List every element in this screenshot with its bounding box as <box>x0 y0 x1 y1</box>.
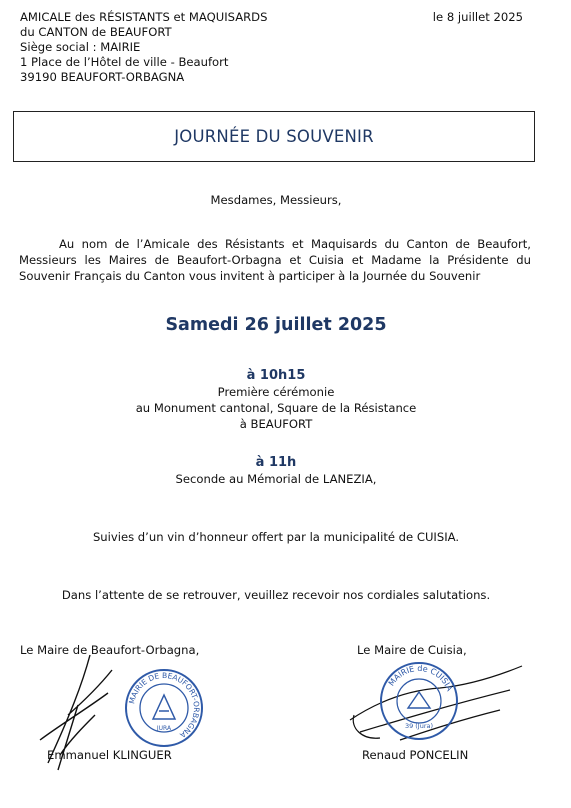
right-signatory-title: Le Maire de Cuisia, <box>357 643 467 657</box>
left-signatory-name: Emmanuel KLINGUER <box>47 748 172 762</box>
salutation: Mesdames, Messieurs, <box>210 193 342 207</box>
stamp-left-sub: JURA <box>156 725 172 732</box>
first-ceremony <box>0 368 552 432</box>
sender-line: du CANTON de BEAUFORT <box>20 25 172 39</box>
sender-line: 39190 BEAUFORT-ORBAGNA <box>20 70 185 84</box>
right-signatory-name: Renaud PONCELIN <box>362 748 469 762</box>
first-line: au Monument cantonal, Square de la Résistance <box>135 401 417 415</box>
sender-line: AMICALE des RÉSISTANTS et MAQUISARDS <box>20 10 268 24</box>
event-date: Samedi 26 juillet 2025 <box>165 315 387 335</box>
sender-line: 1 Place de l’Hôtel de ville - Beaufort <box>20 55 229 69</box>
reception-text: Suivies d’un vin d’honneur offert par la municipalité de CUISIA. <box>92 530 460 544</box>
cuisia-stamp <box>378 660 460 742</box>
stamp-left-text: MAIRIE DE BEAUFORT-ORBAGNA <box>127 670 202 740</box>
first-line: à BEAUFORT <box>239 417 313 431</box>
left-signatory-title: Le Maire de Beaufort-Orbagna, <box>20 643 200 657</box>
first-line: Première cérémonie <box>217 385 335 399</box>
stamp-right-sub: 39 (Jura) <box>404 722 434 730</box>
second-ceremony <box>0 455 552 487</box>
stamp-right-text: MAIRIE de CUISIA <box>386 663 455 693</box>
closing-text: Dans l’attente de se retrouver, veuillez recevoir nos cordiales salutations. <box>61 588 491 602</box>
second-line: Seconde au Mémorial de LANEZIA, <box>175 472 377 486</box>
first-time: à 10h15 <box>246 368 306 383</box>
beaufort-stamp <box>123 667 205 749</box>
sender-line: Siège social : MAIRIE <box>20 40 141 54</box>
sender-address <box>20 10 267 85</box>
intro-paragraph: Au nom de l’Amicale des Résistants et Maquisards du Canton de Beaufort, Messieurs les Maires de Beaufort-Orbagna et Cuisia et Madame la Présidente du Souvenir Français du Canton vous invitent à participer à la Journée du Souvenir <box>19 237 531 283</box>
letter-date: le 8 juillet 2025 <box>432 10 523 24</box>
title-box <box>13 111 535 162</box>
page-title: JOURNÉE DU SOUVENIR <box>174 127 374 146</box>
second-time: à 11h <box>255 455 297 470</box>
